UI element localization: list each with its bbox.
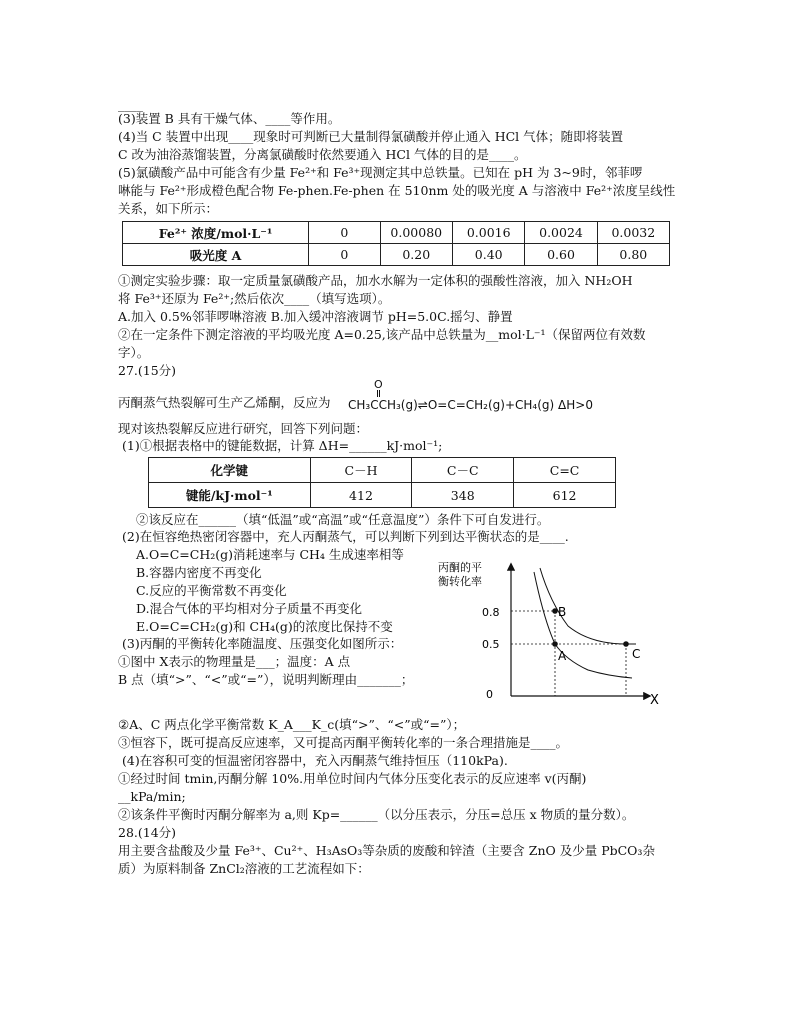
step2-text-1: ②在一定条件下测定溶液的平均吸光度 A=0.25,该产品中总铁量为__mol·L⁻¹（保留两位有效数 xyxy=(118,327,646,342)
table-cell: 0 xyxy=(309,244,380,266)
q3-part3: ③恒容下，既可提高反应速率，又可提高丙酮平衡转化率的一条合理措施是____。 xyxy=(118,735,569,750)
q4-part2: ②该条件平衡时丙酮分解率为 a,则 Kp=______（以分压表示，分压=总压 x 物质的量分数）。 xyxy=(118,807,635,822)
label-c: C xyxy=(632,647,641,661)
table-cell: 0.00080 xyxy=(380,222,453,244)
y-tick-05: 0.5 xyxy=(482,638,500,651)
y-tick-08: 0.8 xyxy=(482,606,500,619)
origin-label: 0 xyxy=(486,688,493,701)
q4-text-1: (4)当 C 装置中出现____现象时可判断已大量制得氯磺酸并停止通入 HCl 气体；随即将装置 xyxy=(118,129,624,144)
label-a: A xyxy=(558,649,567,663)
q3-part2: ②A、C 两点化学平衡常数 K_A___K_c(填“>”、“<”或“=”）； xyxy=(118,717,466,732)
upper-curve xyxy=(540,568,636,644)
table-cell: 0.0016 xyxy=(453,222,525,244)
blank-line: ____ xyxy=(118,97,143,112)
q5-text-1: (5)氯磺酸产品中可能含有少量 Fe²⁺和 Fe³⁺现测定其中总铁量。已知在 pH 为 3~9时，邻菲啰 xyxy=(118,165,643,180)
reaction-equation: CH₃CCH₃(g)⇌O=C=CH₂(g)+CH₄(g) ΔH>0 xyxy=(348,398,593,412)
bond-energy-header: 键能/kJ·mol⁻¹ xyxy=(149,483,311,508)
reaction-intro: 丙酮蒸气热裂解可生产乙烯酮，反应为 xyxy=(118,395,331,410)
q5-text-2: 啉能与 Fe²⁺形成橙色配合物 Fe-phen.Fe-phen 在 510nm 处的吸光度 A 与溶液中 Fe²⁺浓度呈线性 xyxy=(118,183,676,198)
q2-text: (2)在恒容绝热密闭容器中，充人丙酮蒸气，可以判断下列到达平衡状态的是____. xyxy=(122,529,569,544)
table-cell: 0 xyxy=(309,222,380,244)
point-b xyxy=(552,608,558,614)
option-a: A.O=C=CH₂(g)消耗速率与 CH₄ 生成速率相等 xyxy=(136,547,404,562)
step1-text-1: ①测定实验步骤：取一定质量氯磺酸产品，加水水解为一定体积的强酸性溶液，加入 NH₂OH xyxy=(118,273,633,288)
step1-text-2: 将 Fe³⁺还原为 Fe²⁺;然后依次____（填写选项）。 xyxy=(118,291,391,306)
q4-part1-b: __kPa/min; xyxy=(118,789,186,804)
option-e: E.O=C=CH₂(g)和 CH₄(g)的浓度比保持不变 xyxy=(136,619,393,634)
table-cell: 0.80 xyxy=(597,244,669,266)
x-label: X xyxy=(650,693,659,708)
point-c xyxy=(623,641,629,647)
question-28-header: 28.(14分) xyxy=(118,825,177,840)
option-c: C.反应的平衡常数不再变化 xyxy=(136,583,287,598)
bond-header: 化学键 xyxy=(149,458,311,483)
absorbance-table xyxy=(122,221,670,266)
q3-part1-a: ①图中 X表示的物理量是___；温度：A 点 xyxy=(118,654,351,669)
q1-part2: ②该反应在______（填“低温”或“高温”或“任意温度”）条件下可自发进行。 xyxy=(136,512,550,527)
table-cell: 348 xyxy=(412,483,514,508)
table-cell: 0.60 xyxy=(525,244,597,266)
q5-text-3: 关系，如下所示： xyxy=(118,201,219,216)
step1-options: A.加入 0.5%邻菲啰啉溶液 B.加入缓冲溶液调节 pH=5.0C.摇匀、静置 xyxy=(118,309,513,324)
q28-text-2: 质）为原料制备 ZnCl₂溶液的工艺流程如下： xyxy=(118,861,370,876)
lower-curve xyxy=(534,572,632,678)
q1-text: (1)①根据表格中的键能数据，计算 ΔH=______kJ·mol⁻¹; xyxy=(122,438,443,453)
table-cell: C－H xyxy=(310,458,412,483)
q4-part1-a: ①经过时间 tmin,丙酮分解 10%.用单位时间内气体分压变化表示的反应速率 v(丙酮) xyxy=(118,771,587,786)
q4-text-2: C 改为油浴蒸馏装置，分离氯磺酸时依然要通入 HCl 气体的目的是____。 xyxy=(118,147,527,162)
table-cell: 0.40 xyxy=(453,244,525,266)
table-cell: 612 xyxy=(514,483,616,508)
table-cell: C－C xyxy=(412,458,514,483)
conversion-graph xyxy=(430,558,670,708)
q3-graph-text: (3)丙酮的平衡转化率随温度、压强变化如图所示： xyxy=(122,636,403,651)
table-cell: C=C xyxy=(514,458,616,483)
y-label-1: 丙酮的平 xyxy=(438,561,482,574)
option-b: B.容器内密度不再变化 xyxy=(136,565,262,580)
q3-part1-b: B 点（填“>”、“<”或“=”），说明判断理由_______； xyxy=(118,672,414,687)
carbonyl-oxygen: O xyxy=(374,378,383,391)
q28-text-1: 用主要含盐酸及少量 Fe³⁺、Cu²⁺、H₃AsO₃等杂质的废酸和锌渣（主要含 ZnO 及少量 PbCO₃杂 xyxy=(118,843,655,858)
table-cell: 0.0024 xyxy=(525,222,597,244)
fe-conc-header: Fe²⁺ 浓度/mol·L⁻¹ xyxy=(123,222,309,244)
table-cell: 412 xyxy=(310,483,412,508)
y-label-2: 衡转化率 xyxy=(438,575,482,588)
table-cell: 0.0032 xyxy=(597,222,669,244)
absorbance-header: 吸光度 A xyxy=(123,244,309,266)
bond-energy-table xyxy=(148,457,616,508)
label-b: B xyxy=(558,605,567,619)
point-a xyxy=(552,641,558,647)
carbonyl-bond xyxy=(379,390,381,397)
question-27-header: 27.(15分) xyxy=(118,363,177,378)
table-cell: 0.20 xyxy=(380,244,453,266)
q4-text: (4)在容积可变的恒温密闭容器中，充入丙酮蒸气维持恒压（110kPa). xyxy=(122,753,508,768)
step2-text-2: 字）。 xyxy=(118,345,150,360)
option-d: D.混合气体的平均相对分子质量不再变化 xyxy=(136,601,363,616)
q3-text: (3)装置 B 具有干燥气体、____等作用。 xyxy=(118,111,341,126)
study-intro: 现对该热裂解反应进行研究，回答下列问题： xyxy=(118,421,369,436)
